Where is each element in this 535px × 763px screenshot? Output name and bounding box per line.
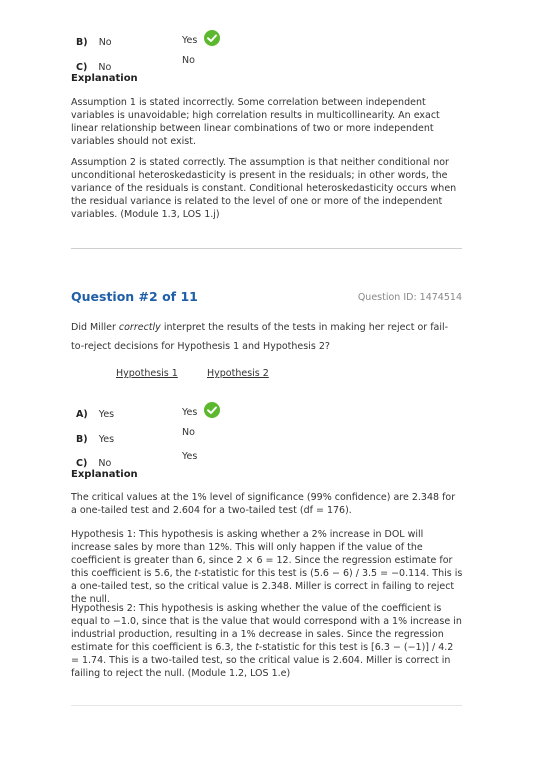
prompt-emphasis: correctly: [118, 322, 161, 333]
q2-option-a-h2: [182, 400, 220, 419]
q1-option-b: [76, 30, 112, 49]
question-id: Question ID: 1474514: [357, 292, 462, 303]
option-h2: Yes: [182, 35, 198, 46]
question-prompt: [71, 318, 451, 356]
option-h1: Yes: [98, 434, 115, 445]
paragraph-text: -statistic for this test is (5.6 − 6) / 3.5 = −0.114. This is a one-tailed test, so the critical value is 2.348. Miller is correct in failing to reject the null.: [71, 568, 463, 605]
option-h2: No: [182, 55, 195, 66]
option-h2: Yes: [182, 451, 198, 462]
explanation-paragraph: Assumption 2 is stated correctly. The assumption is that neither conditional nor unconditional heteroskedasticity is present in the residuals; in other words, the variance of the residuals is constant. Conditional heteroskedasticity occurs when the residual variance is related to the level of one or more of the independent variables. (Module 1.3, LOS 1.j): [71, 157, 457, 220]
option-h2: No: [182, 427, 195, 438]
q2-option-a[interactable]: [76, 402, 114, 421]
explanation-paragraph: [71, 528, 463, 606]
paragraph-text: -statistic for this test is [6.3 − (−1)] / 4.2 = 1.74. This is a two-tailed test, so the critical value is 2.604. Miller is correct in failing to reject the null. (Module 1.2, LOS 1.e): [71, 642, 454, 679]
option-letter: C): [76, 458, 88, 469]
option-letter: B): [76, 37, 88, 48]
option-h1: No: [98, 62, 112, 73]
explanation-paragraph: Assumption 1 is stated incorrectly. Some correlation between independent variables is unavoidable; high correlation results in multicollinearity. An exact linear relationship between linear combinations of two or more independent variables should not exist.: [71, 97, 440, 147]
prompt-text: Did Miller: [71, 322, 119, 333]
q2-option-b[interactable]: [76, 427, 114, 446]
q2-option-c[interactable]: [76, 451, 111, 470]
option-h1: Yes: [98, 409, 115, 420]
option-letter: C): [76, 62, 88, 73]
paragraph-emphasis: t: [194, 568, 198, 579]
section-divider: [71, 705, 462, 706]
question-title: Question #2 of 11: [71, 289, 198, 304]
paragraph-text: Hypothesis 2: This hypothesis is asking whether the value of the coefficient is equal to −1.0, since that is the value that would correspond with a 1% increase in industrial production, resulting in a 1% decrease in sales. Since the regression estimate for this coefficient is 6.3, the: [71, 603, 462, 653]
section-divider: [71, 248, 462, 249]
explanation-paragraph: [71, 602, 463, 680]
correct-check-icon: [204, 402, 220, 418]
explanation-paragraph: The critical values at the 1% level of significance (99% confidence) are 2.348 for a one-tailed test and 2.604 for a two-tailed test (df = 176).: [71, 492, 456, 516]
column-header-hypothesis-2: Hypothesis 2: [207, 368, 269, 379]
option-letter: A): [76, 409, 88, 420]
q1-option-b-h2: [182, 28, 220, 47]
paragraph-emphasis: t: [255, 642, 259, 653]
prompt-text: interpret the results of the tests in making her reject or fail-to-reject decisions for Hypothesis 1 and Hypothesis 2?: [71, 322, 449, 352]
option-letter: B): [76, 434, 88, 445]
q1-option-c: [76, 55, 111, 74]
option-h1: No: [98, 37, 112, 48]
column-header-hypothesis-1: Hypothesis 1: [116, 368, 178, 379]
option-h2: Yes: [182, 407, 198, 418]
paragraph-text: Hypothesis 1: This hypothesis is asking whether a 2% increase in DOL will increase sales by more than 12%. This will only happen if the value of the coefficient is greater than 6, since 2 × 6 = 12. Since the regression estimate for this coefficient is 5.6, the: [71, 529, 453, 579]
explanation-heading: Explanation: [71, 469, 138, 480]
correct-check-icon: [204, 30, 220, 46]
explanation-heading: Explanation: [71, 73, 138, 84]
option-h1: No: [98, 458, 112, 469]
